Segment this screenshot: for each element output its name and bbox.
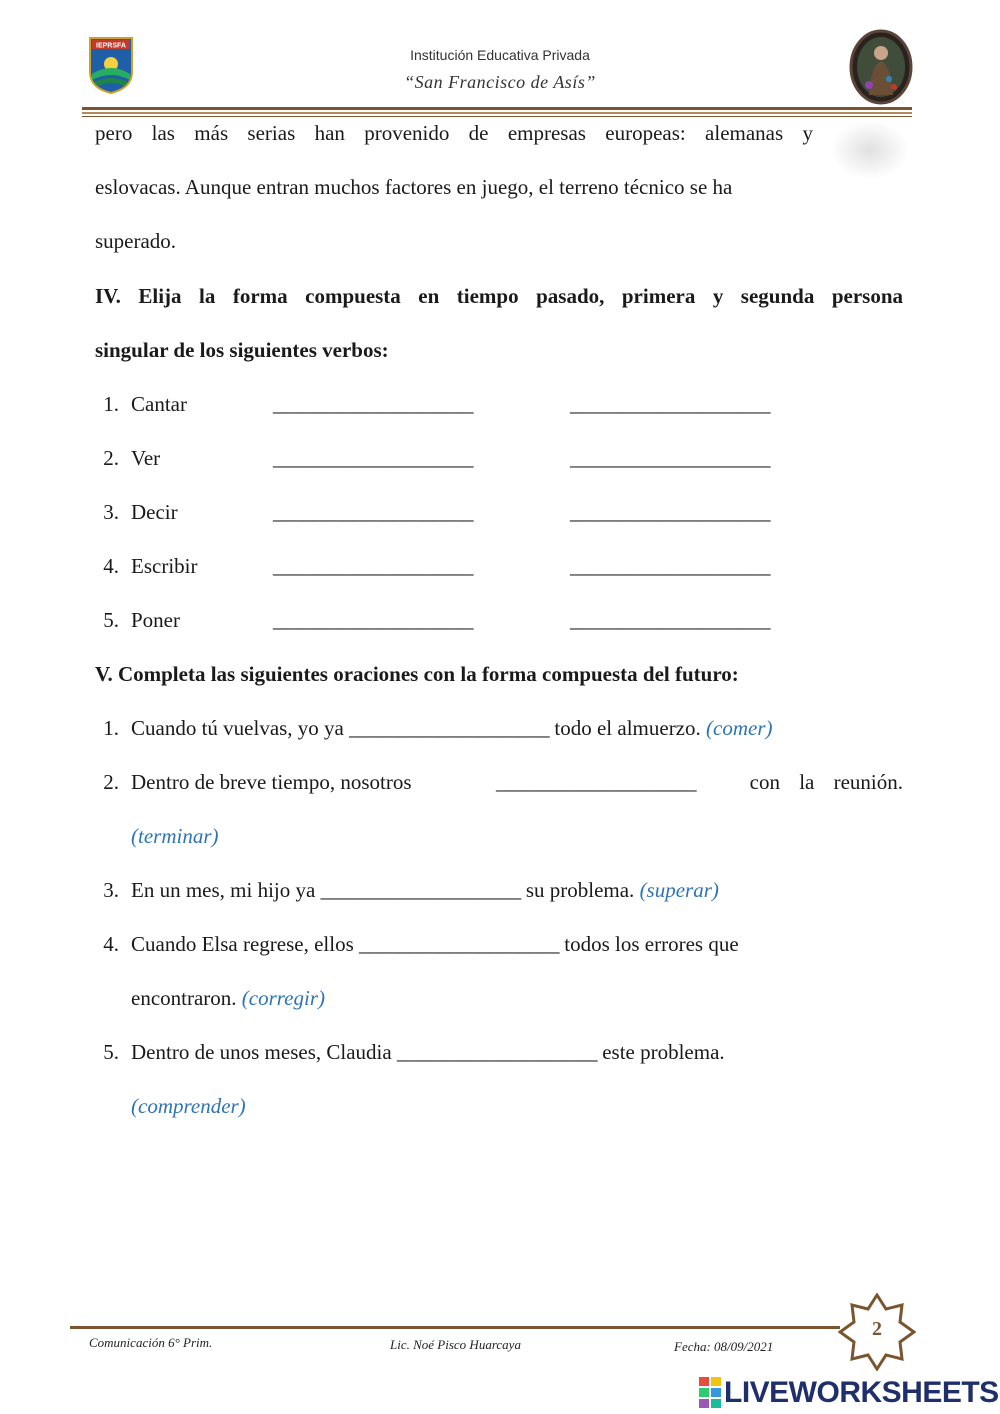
answer-blank-first-person[interactable]: ____________________ <box>273 500 473 524</box>
sentence-line <box>131 875 719 905</box>
verb-hint: (comer) <box>706 716 773 740</box>
item-number: 5. <box>103 608 119 632</box>
answer-blank-second-person[interactable]: ____________________ <box>570 554 770 578</box>
sentence-text: todos los errores que <box>564 932 739 956</box>
sentence-text: encontraron. <box>131 986 237 1010</box>
sentence-line <box>131 983 325 1013</box>
footer-date: Fecha: 08/09/2021 <box>674 1339 774 1354</box>
institution-name: “San Francisco de Asís” <box>404 72 596 92</box>
answer-blank-first-person[interactable]: ____________________ <box>273 554 473 578</box>
sentence-text: Cuando Elsa regrese, ellos <box>131 932 354 956</box>
answer-blank-second-person[interactable]: ____________________ <box>570 608 770 632</box>
footer-teacher: Lic. Noé Pisco Huarcaya <box>390 1337 521 1352</box>
answer-blank[interactable]: ____________________ <box>349 716 550 740</box>
sentence-line <box>131 1037 725 1067</box>
scan-smudge <box>830 120 910 180</box>
item-number: 3. <box>103 878 119 902</box>
item-number: 3. <box>103 500 119 524</box>
item-number: 5. <box>103 1040 119 1064</box>
sentence-text: Dentro de unos meses, Claudia <box>131 1040 392 1064</box>
verb-hint: (terminar) <box>131 824 219 848</box>
verb-hint: (corregir) <box>241 986 325 1010</box>
item-number: 2. <box>103 770 119 794</box>
answer-blank-first-person[interactable]: ____________________ <box>273 392 473 416</box>
sentence-text: En un mes, mi hijo ya <box>131 878 316 902</box>
sentence-text: este problema. <box>602 1040 725 1064</box>
section-v-title: V. Completa las siguientes oraciones con la forma compuesta del futuro: <box>95 662 739 686</box>
verb-label: Ver <box>131 446 161 470</box>
sentence-text: su problema. <box>525 878 635 902</box>
verb-hint: (superar) <box>639 878 719 902</box>
item-number: 4. <box>103 554 119 578</box>
verb-hint: (comprender) <box>131 1094 246 1118</box>
section-iv-title-cont: singular de los siguientes verbos: <box>95 338 389 362</box>
answer-blank[interactable]: ____________________ <box>359 932 560 956</box>
answer-blank-second-person[interactable]: ____________________ <box>570 500 770 524</box>
sentence-line <box>131 929 739 959</box>
verb-label: Escribir <box>131 554 198 578</box>
item-number: 2. <box>103 446 119 470</box>
header-rule <box>82 116 912 117</box>
section-iv-title: IV. Elija la forma compuesta en tiempo pasado, primera y segunda persona <box>95 284 903 308</box>
svg-text:IEPRSFA: IEPRSFA <box>96 42 126 50</box>
sentence-text: Dentro de breve tiempo, nosotros <box>131 770 412 794</box>
liveworksheets-brand[interactable]: LIVEWORKSHEETS <box>724 1376 999 1409</box>
item-number: 4. <box>103 932 119 956</box>
sentence-text: Cuando tú vuelvas, yo ya <box>131 716 344 740</box>
sentence-line <box>131 767 903 797</box>
answer-blank[interactable]: ____________________ <box>496 770 696 794</box>
answer-blank-second-person[interactable]: ____________________ <box>570 392 770 416</box>
footer-rule <box>70 1326 840 1329</box>
paragraph-line: eslovacas. Aunque entran muchos factores en juego, el terreno técnico se ha <box>95 175 733 199</box>
liveworksheets-logo-icon <box>698 1375 722 1411</box>
item-number: 1. <box>103 392 119 416</box>
paragraph-line: pero las más serias han provenido de empresas europeas: alemanas y <box>95 121 813 145</box>
institution-type: Institución Educativa Privada <box>410 47 590 63</box>
footer-course: Comunicación 6° Prim. <box>89 1335 213 1350</box>
header-rule <box>82 107 912 110</box>
sentence-text: todo el almuerzo. <box>554 716 701 740</box>
verb-label: Decir <box>131 500 178 524</box>
verb-label: Cantar <box>131 392 187 416</box>
verb-label: Poner <box>131 608 180 632</box>
header-rule <box>82 112 912 114</box>
answer-blank[interactable]: ____________________ <box>396 1040 597 1064</box>
answer-blank-first-person[interactable]: ____________________ <box>273 608 473 632</box>
sentence-text <box>131 767 481 797</box>
answer-blank-second-person[interactable]: ____________________ <box>570 446 770 470</box>
answer-blank[interactable]: ____________________ <box>320 878 521 902</box>
paragraph-line: superado. <box>95 229 177 253</box>
answer-blank-first-person[interactable]: ____________________ <box>273 446 473 470</box>
page-number: 2 <box>872 1318 882 1340</box>
saint-portrait-emblem <box>849 29 913 105</box>
sentence-line <box>131 713 772 743</box>
sentence-text: con la reunión. <box>749 770 903 794</box>
item-number: 1. <box>103 716 119 740</box>
